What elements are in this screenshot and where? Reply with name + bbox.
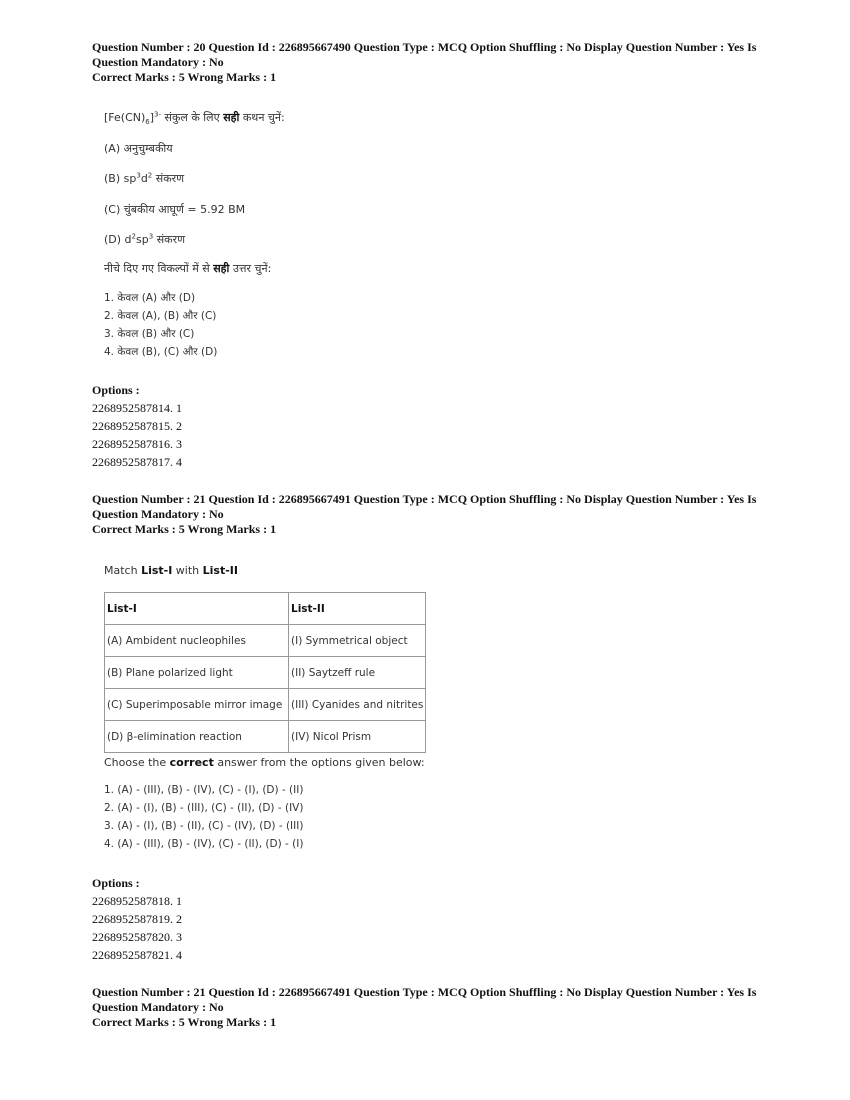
question-marks-line: Correct Marks : 5 Wrong Marks : 1 <box>92 70 277 84</box>
options-heading: Options : <box>92 876 140 890</box>
question-meta-line: Question Number : 21 Question Id : 226895667491 Question Type : MCQ Option Shuffling : No Display Question Number : Yes Is <box>92 492 757 506</box>
question-meta-line: Question Mandatory : No <box>92 507 224 521</box>
table-cell: (I) Symmetrical object <box>289 625 426 657</box>
question-instruction: नीचे दिए गए विकल्पों में से सही उत्तर चुनें: <box>104 262 272 275</box>
table-cell: (D) β-elimination reaction <box>105 721 289 753</box>
table-cell: (II) Saytzeff rule <box>289 657 426 689</box>
table-row <box>105 657 426 689</box>
question-instruction: Choose the correct answer from the options given below: <box>104 756 425 769</box>
answer-choice: 4. केवल (B), (C) और (D) <box>104 346 218 358</box>
statement-a: (A) अनुचुम्बकीय <box>104 142 173 155</box>
table-header-cell: List-II <box>289 593 426 625</box>
option-id: 2268952587817. 4 <box>92 455 182 469</box>
question-meta-line: Question Number : 20 Question Id : 226895667490 Question Type : MCQ Option Shuffling : No Display Question Number : Yes Is <box>92 40 757 54</box>
option-id: 2268952587819. 2 <box>92 912 182 926</box>
question-meta-line: Question Mandatory : No <box>92 1000 224 1014</box>
question-21-header <box>92 492 762 537</box>
table-header-row <box>105 593 426 625</box>
answer-choice: 2. (A) - (I), (B) - (III), (C) - (II), (D) - (IV) <box>104 802 304 814</box>
question-20-options <box>92 381 182 471</box>
question-marks-line: Correct Marks : 5 Wrong Marks : 1 <box>92 522 277 536</box>
table-cell: (A) Ambident nucleophiles <box>105 625 289 657</box>
match-table <box>104 592 426 753</box>
table-cell: (C) Superimposable mirror image <box>105 689 289 721</box>
question-prompt: Match List-I with List-II <box>104 564 238 577</box>
answer-choice: 3. (A) - (I), (B) - (II), (C) - (IV), (D) - (III) <box>104 820 304 832</box>
answer-choice: 4. (A) - (III), (B) - (IV), (C) - (II), (D) - (I) <box>104 838 304 850</box>
option-id: 2268952587814. 1 <box>92 401 182 415</box>
option-id: 2268952587818. 1 <box>92 894 182 908</box>
table-row <box>105 625 426 657</box>
option-id: 2268952587821. 4 <box>92 948 182 962</box>
table-cell: (III) Cyanides and nitrites <box>289 689 426 721</box>
question-21-options <box>92 874 182 964</box>
option-id: 2268952587816. 3 <box>92 437 182 451</box>
question-next-header <box>92 985 762 1030</box>
table-cell: (IV) Nicol Prism <box>289 721 426 753</box>
table-row <box>105 689 426 721</box>
statement-b: (B) $sp^3d^2$ संकरण <box>104 171 185 185</box>
answer-choice: 2. केवल (A), (B) और (C) <box>104 310 217 322</box>
statement-d: (D) $d^2sp^3$ संकरण <box>104 232 186 246</box>
table-cell: (B) Plane polarized light <box>105 657 289 689</box>
option-id: 2268952587815. 2 <box>92 419 182 433</box>
statement-c: (C) चुंबकीय आघूर्ण = 5.92 BM <box>104 203 246 216</box>
options-heading: Options : <box>92 383 140 397</box>
table-header-cell: List-I <box>105 593 289 625</box>
question-20-header <box>92 40 762 85</box>
answer-choice: 1. (A) - (III), (B) - (IV), (C) - (I), (D) - (II) <box>104 784 304 796</box>
answer-choice: 3. केवल (B) और (C) <box>104 328 195 340</box>
question-meta-line: Question Mandatory : No <box>92 55 224 69</box>
question-meta-line: Question Number : 21 Question Id : 226895667491 Question Type : MCQ Option Shuffling : No Display Question Number : Yes Is <box>92 985 757 999</box>
question-prompt: $[Fe(CN)_6]^{3-}$ संकुल के लिए सही कथन चुनें: <box>104 110 285 127</box>
answer-choice: 1. केवल (A) और (D) <box>104 292 196 304</box>
question-marks-line: Correct Marks : 5 Wrong Marks : 1 <box>92 1015 277 1029</box>
option-id: 2268952587820. 3 <box>92 930 182 944</box>
table-row <box>105 721 426 753</box>
